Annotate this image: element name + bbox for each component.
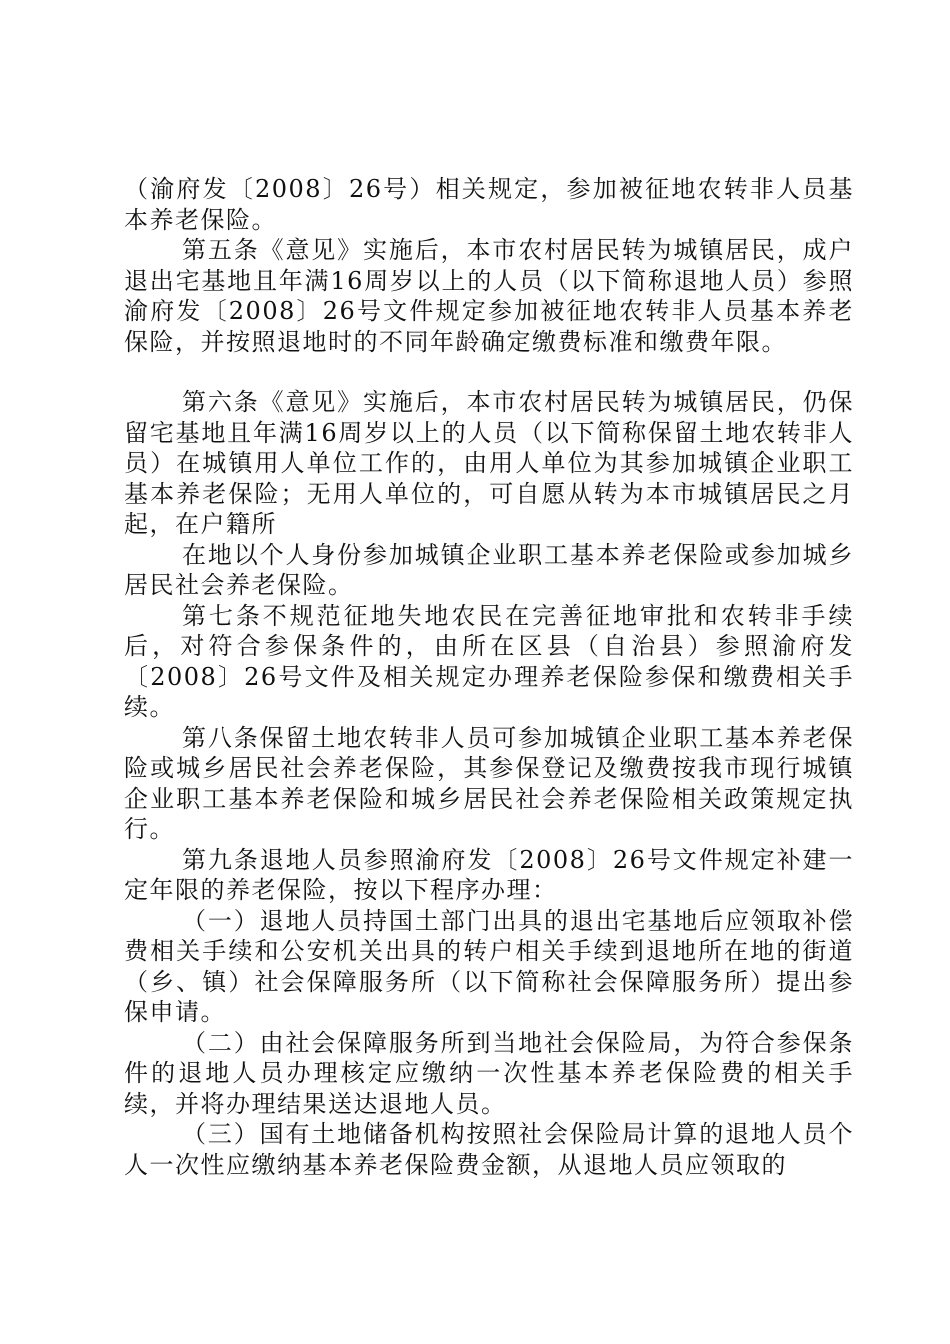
paragraph-article-9: 第九条退地人员参照渝府发〔2008〕26号文件规定补建一定年限的养老保险，按以下程序办理： (124, 845, 854, 904)
paragraph-article-8: 第八条保留土地农转非人员可参加城镇企业职工基本养老保险或城乡居民社会养老保险，其参保登记及缴费按我市现行城镇企业职工基本养老保险和城乡居民社会养老保险相关政策规定执行。 (124, 723, 854, 843)
paragraph-article-5: 第五条《意见》实施后，本市农村居民转为城镇居民，成户退出宅基地且年满16周岁以上的人员（以下简称退地人员）参照渝府发〔2008〕26号文件规定参加被征地农转非人员基本养老保险，并按照退地时的不同年龄确定缴费标准和缴费年限。 (124, 236, 854, 356)
paragraph-1: （渝府发〔2008〕26号）相关规定，参加被征地农转非人员基本养老保险。 (124, 175, 854, 234)
paragraph-article-9-item-2: （二）由社会保障服务所到当地社会保险局，为符合参保条件的退地人员办理核定应缴纳一次性基本养老保险费的相关手续，并将办理结果送达退地人员。 (124, 1028, 854, 1118)
document-body (124, 174, 854, 1180)
paragraph-article-9-item-3: （三）国有土地储备机构按照社会保险局计算的退地人员个人一次性应缴纳基本养老保险费金额，从退地人员应领取的 (124, 1120, 854, 1179)
paragraph-article-7: 第七条不规范征地失地农民在完善征地审批和农转非手续后，对符合参保条件的，由所在区县（自治县）参照渝府发〔2008〕26号文件及相关规定办理养老保险参保和缴费相关手续。 (124, 601, 854, 721)
paragraph-article-9-item-1: （一）退地人员持国土部门出具的退出宅基地后应领取补偿费相关手续和公安机关出具的转户相关手续到退地所在地的街道（乡、镇）社会保障服务所（以下简称社会保障服务所）提出参保申请。 (124, 906, 854, 1026)
paragraph-article-6-cont: 在地以个人身份参加城镇企业职工基本养老保险或参加城乡居民社会养老保险。 (124, 540, 854, 599)
paragraph-article-6: 第六条《意见》实施后，本市农村居民转为城镇居民，仍保留宅基地且年满16周岁以上的人员（以下简称保留土地农转非人员）在城镇用人单位工作的，由用人单位为其参加城镇企业职工基本养老保险；无用人单位的，可自愿从转为本市城镇居民之月起，在户籍所 (124, 388, 854, 538)
